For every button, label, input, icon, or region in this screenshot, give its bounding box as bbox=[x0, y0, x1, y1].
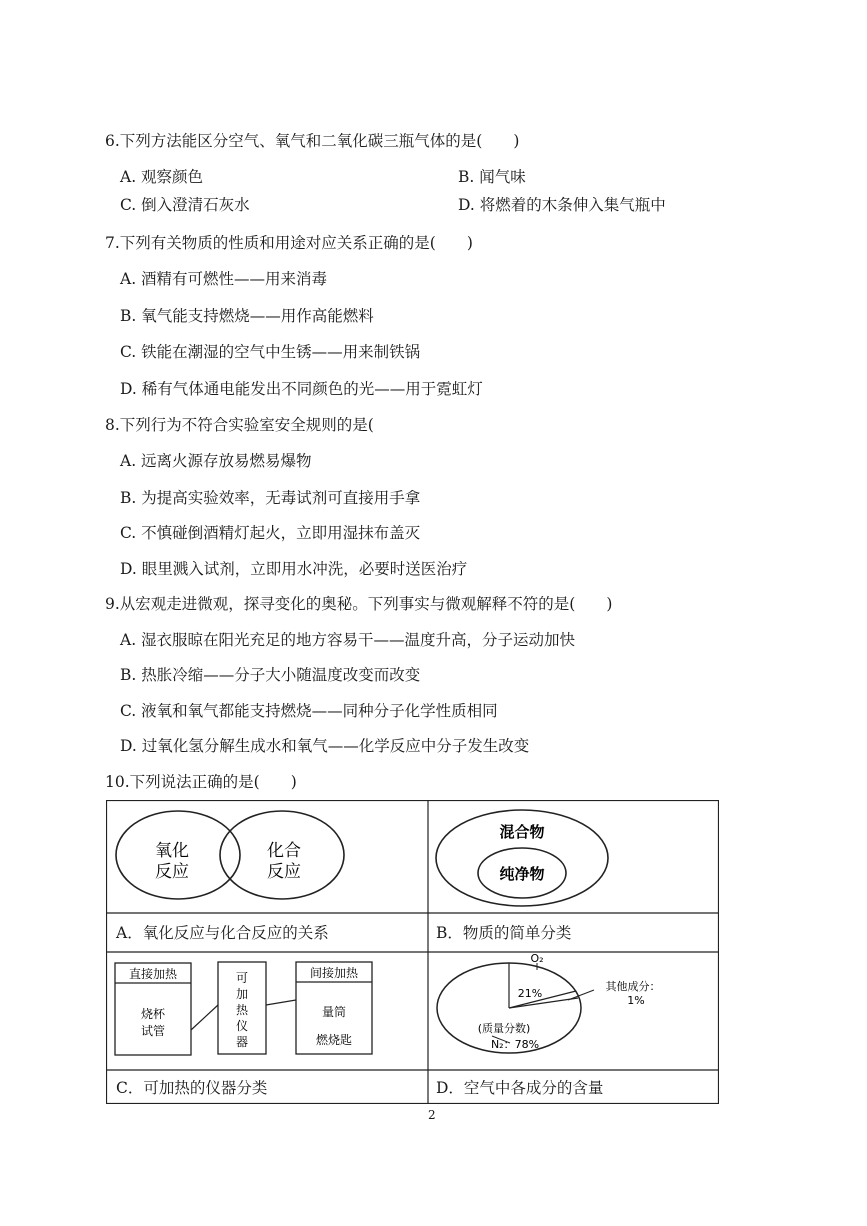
connector-left bbox=[191, 1005, 218, 1030]
indirect-heating-item-2: 燃烧匙 bbox=[315, 1033, 353, 1047]
question-6-option-d: D. 将燃着的木条伸入集气瓶中 bbox=[458, 196, 666, 214]
question-6-option-c: C. 倒入澄清石灰水 bbox=[120, 196, 250, 214]
question-9-option-a: A. 湿衣服晾在阳光充足的地方容易干——温度升高，分子运动加快 bbox=[120, 631, 576, 649]
panel-b-nested bbox=[436, 810, 608, 906]
indirect-heating-title: 间接加热 bbox=[309, 966, 359, 980]
question-8-option-d: D. 眼里溅入试剂，立即用水冲洗，必要时送医治疗 bbox=[120, 560, 468, 578]
question-7-option-c: C. 铁能在潮湿的空气中生锈——用来制铁锅 bbox=[120, 343, 421, 361]
question-9-option-b: B. 热胀冷缩——分子大小随温度改变而改变 bbox=[120, 666, 421, 684]
question-8-option-c: C. 不慎碰倒酒精灯起火，立即用湿抹布盖灭 bbox=[120, 524, 421, 542]
question-6-option-b: B. 闻气味 bbox=[458, 168, 526, 186]
question-8-stem: 8.下列行为不符合实验室安全规则的是( bbox=[105, 416, 374, 434]
figure-grid-svg bbox=[106, 800, 719, 1104]
pure-substance-label: 纯净物 bbox=[499, 865, 545, 883]
question-8-option-a: A. 远离火源存放易燃易爆物 bbox=[120, 452, 312, 470]
other-percent: 1% bbox=[627, 994, 645, 1007]
question-10-stem: 10.下列说法正确的是( ) bbox=[105, 773, 297, 791]
panel-a-caption: A．氧化反应与化合反应的关系 bbox=[116, 924, 329, 942]
mass-fraction-label: (质量分数) bbox=[477, 1022, 531, 1035]
heatable-char-4: 仪 bbox=[235, 1019, 249, 1033]
oxidation-label-1: 氧化 bbox=[155, 841, 189, 861]
question-10-figure-grid bbox=[106, 800, 719, 1104]
heatable-char-5: 器 bbox=[235, 1035, 249, 1049]
panel-c-caption: C．可加热的仪器分类 bbox=[116, 1079, 268, 1097]
direct-heating-item-2: 试管 bbox=[140, 1024, 166, 1038]
mixture-label: 混合物 bbox=[499, 823, 545, 841]
direct-heating-item-1: 烧杯 bbox=[140, 1007, 166, 1021]
direct-heating-title: 直接加热 bbox=[128, 967, 178, 981]
question-6-stem: 6.下列方法能区分空气、氧气和二氧化碳三瓶气体的是( ) bbox=[105, 132, 520, 150]
combination-label-2: 反应 bbox=[267, 862, 301, 882]
panel-d-caption: D．空气中各成分的含量 bbox=[436, 1079, 604, 1097]
heatable-char-3: 热 bbox=[235, 1003, 249, 1017]
indirect-heating-item-1: 量筒 bbox=[321, 1005, 347, 1019]
heatable-char-1: 可 bbox=[235, 971, 249, 985]
question-7-option-a: A. 酒精有可燃性——用来消毒 bbox=[120, 270, 328, 288]
question-9-option-d: D. 过氧化氢分解生成水和氧气——化学反应中分子发生改变 bbox=[120, 737, 530, 755]
o2-label: O₂ bbox=[530, 952, 544, 965]
o2-percent: 21% bbox=[517, 987, 543, 1000]
panel-c-classification bbox=[115, 962, 372, 1055]
oxidation-label-2: 反应 bbox=[155, 862, 189, 882]
n2-label: N₂：78% bbox=[490, 1038, 540, 1051]
question-9-option-c: C. 液氧和氧气都能支持燃烧——同种分子化学性质相同 bbox=[120, 702, 498, 720]
panel-a-venn bbox=[116, 811, 344, 899]
question-6-option-a: A. 观察颜色 bbox=[120, 168, 204, 186]
question-7-option-b: B. 氧气能支持燃烧——用作高能燃料 bbox=[120, 307, 374, 325]
heatable-char-2: 加 bbox=[235, 987, 249, 1001]
panel-b-caption: B．物质的简单分类 bbox=[436, 924, 572, 942]
question-7-stem: 7.下列有关物质的性质和用途对应关系正确的是( ) bbox=[105, 234, 473, 252]
question-9-stem: 9.从宏观走进微观，探寻变化的奥秘。下列事实与微观解释不符的是( ) bbox=[105, 595, 613, 613]
panel-d-pie bbox=[437, 952, 661, 1053]
question-7-option-d: D. 稀有气体通电能发出不同颜色的光——用于霓虹灯 bbox=[120, 380, 483, 398]
connector-right bbox=[266, 1000, 296, 1005]
question-8-option-b: B. 为提高实验效率，无毒试剂可直接用手拿 bbox=[120, 489, 421, 507]
combination-label-1: 化合 bbox=[267, 841, 301, 861]
other-label: 其他成分： bbox=[605, 980, 661, 993]
page-number: 2 bbox=[428, 1108, 436, 1122]
